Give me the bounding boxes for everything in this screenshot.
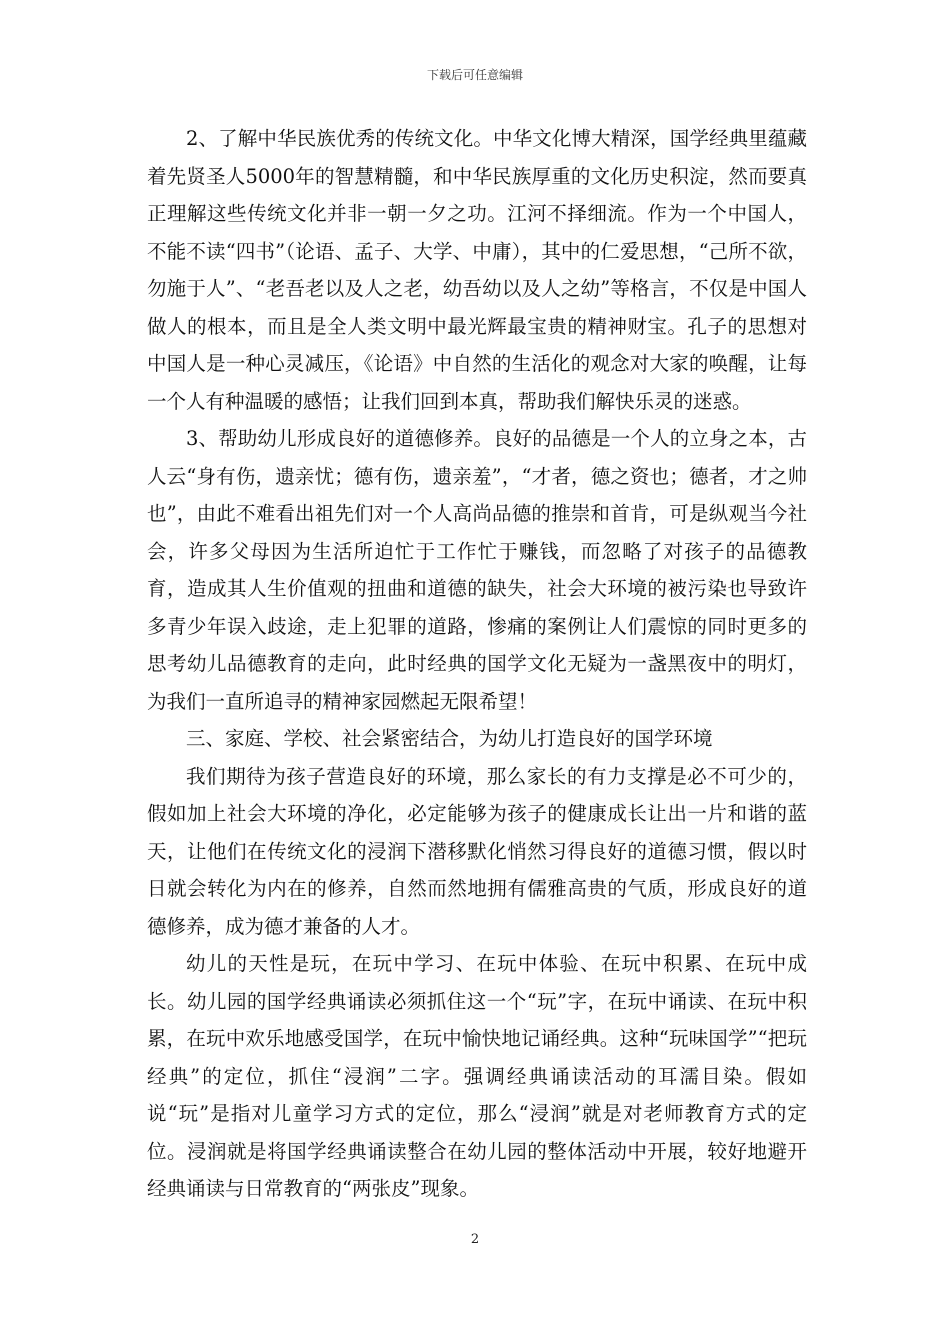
paragraph-traditional-culture: 2、了解中华民族优秀的传统文化。中华文化博大精深，国学经典里蕴藏着先贤圣人5000年的智慧精髓，和中华民族厚重的文化历史积淀，然而要真正理解这些传统文化并非一朝一夕之功。江河不择细流。作为一个中国人，不能不读“四书”（论语、孟子、大学、中庸），其中的仁爱思想，“己所不欲，勿施于人”、“老吾老以及人之老，幼吾幼以及人之幼”等格言，不仅是中国人做人的根本，而且是全人类文明中最光辉最宝贵的精神财宝。孔子的思想对中国人是一种心灵减压，《论语》中自然的生活化的观念对大家的唤醒，让每一个人有种温暖的感悟；让我们回到本真，帮助我们解快乐灵的迷惑。 <box>147 127 807 413</box>
page-header: 下载后可任意编辑 <box>426 68 523 82</box>
paragraph-play-learning: 幼儿的天性是玩，在玩中学习、在玩中体验、在玩中积累、在玩中成长。幼儿园的国学经典诵读必须抓住这一个“玩”字，在玩中诵读、在玩中积累，在玩中欢乐地感受国学，在玩中愉快地记诵经典。这种“玩味国学”“把玩经典”的定位，抓住“浸润”二字。强调经典诵读活动的耳濡目染。假如说“玩”是指对儿童学习方式的定位，那么“浸润”就是对老师教育方式的定位。浸润就是将国学经典诵读整合在幼儿园的整体活动中开展，较好地避开经典诵读与日常教育的“两张皮”现象。 <box>147 952 807 1200</box>
section-heading-environment: 三、家庭、学校、社会紧密结合，为幼儿打造良好的国学环境 <box>186 727 713 750</box>
document-body <box>147 120 807 1208</box>
paragraph-good-environment: 我们期待为孩子营造良好的环境，那么家长的有力支撑是必不可少的，假如加上社会大环境的净化，必定能够为孩子的健康成长让出一片和谐的蓝天，让他们在传统文化的浸润下潜移默化悄然习得良好的道德习惯，假以时日就会转化为内在的修养，自然而然地拥有儒雅高贵的气质，形成良好的道德修养，成为德才兼备的人才。 <box>147 764 807 938</box>
page-number: 2 <box>470 1232 480 1247</box>
paragraph-moral-cultivation: 3、帮助幼儿形成良好的道德修养。良好的品德是一个人的立身之本，古人云“身有伤，遗亲忧；德有伤，遗亲羞”，“才者，德之资也；德者，才之帅也”，由此不难看出祖先们对一个人高尚品德的推崇和首肯，可是纵观当今社会，许多父母因为生活所迫忙于工作忙于赚钱，而忽略了对孩子的品德教育，造成其人生价值观的扭曲和道德的缺失，社会大环境的被污染也导致许多青少年误入歧途，走上犯罪的道路，惨痛的案例让人们震惊的同时更多的思考幼儿品德教育的走向，此时经典的国学文化无疑为一盏黑夜中的明灯，为我们一直所追寻的精神家园燃起无限希望！ <box>147 427 807 713</box>
